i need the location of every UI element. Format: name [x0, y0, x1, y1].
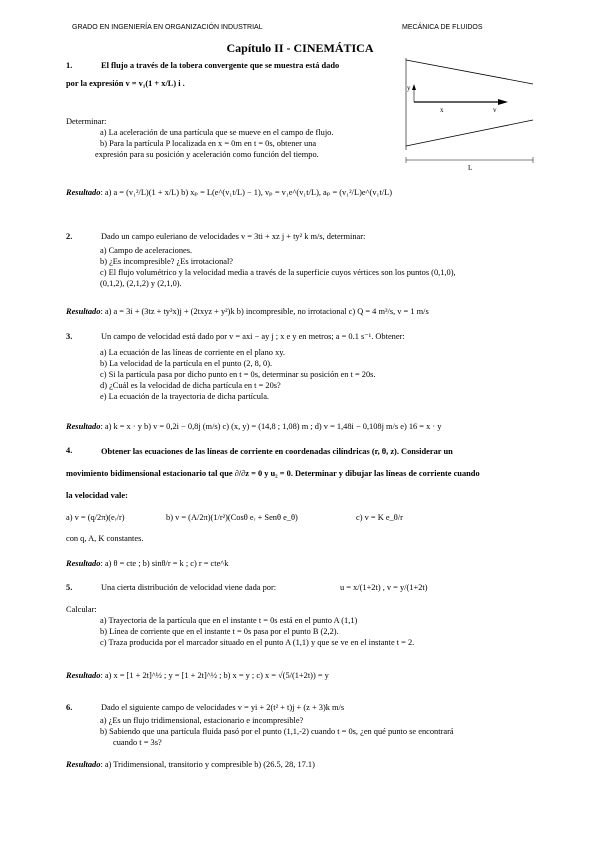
problem-1-items — [95, 127, 334, 160]
fig-x-label: x — [440, 106, 444, 114]
list-item: b) Para la partícula P localizada en x = 0m en t = 0s, obtener una — [100, 139, 317, 148]
list-item: cuando t = 3s? — [113, 738, 162, 747]
problem-4-statement: Obtener las ecuaciones de las líneas de corriente en coordenadas cilíndricas (r, θ, z). Considerar un — [101, 447, 453, 456]
header-subject: MECÁNICA DE FLUIDOS — [402, 24, 483, 31]
problem-1-statement: El flujo a través de la tobera convergente que se muestra está dado — [101, 61, 340, 70]
problem-1-determine: Determinar: — [66, 117, 107, 126]
list-item: b) ¿Es incompresible? ¿Es irrotacional? — [100, 257, 234, 266]
problem-5-number: 5. — [66, 583, 73, 592]
problem-1-number: 1. — [66, 61, 73, 70]
problem-4-number: 4. — [66, 446, 73, 455]
problem-6-result: Resultado: a) Tridimensional, transitorio y compresible b) (26.5, 28, 17.1) — [66, 760, 315, 769]
problem-5-items — [100, 615, 414, 648]
problem-4-statement-2: movimiento bidimensional estacionario tal que ∂/∂z = 0 y u₂ = 0. Determinar y dibujar las líneas de corriente cuando — [66, 469, 480, 478]
problem-3-number: 3. — [66, 332, 73, 341]
header-course: GRADO EN INGENIERÍA EN ORGANIZACIÓN INDUSTRIAL — [72, 24, 263, 31]
problem-4-note: con q, A, K constantes. — [66, 534, 144, 543]
list-item: e) La ecuación de la trayectoria de dicha partícula. — [100, 392, 270, 401]
problem-4-option-b: b) v = (A/2π)(1/r²)(Cosθ eᵣ + Senθ e_θ) — [166, 513, 298, 522]
problem-4-statement-3: la velocidad vale: — [66, 491, 128, 500]
list-item: a) Trayectoria de la partícula que en el instante t = 0s está en el punto A (1,1) — [100, 616, 358, 625]
problem-3-statement: Un campo de velocidad está dado por v = axi − ay j ; x e y en metros; a = 0.1 s⁻¹. Obtener: — [101, 332, 405, 341]
list-item: b) La velocidad de la partícula en el punto (2, 8, 0). — [100, 359, 273, 368]
problem-5-formula: u = x/(1+2t) , v = y/(1+2t) — [340, 583, 428, 592]
list-item: c) El flujo volumétrico y la velocidad media a través de la superficie cuyos vértices son los puntos (0,1,0), — [100, 268, 456, 277]
problem-3-items — [100, 347, 376, 402]
list-item: c) Si la partícula pasa por dicho punto en t = 0s, determinar su posición en t = 20s. — [100, 370, 376, 379]
problem-5-result: Resultado: a) x = [1 + 2t]^½ ; y = [1 + 2t]^½ ; b) x = y ; c) x = √(5/(1+2t)) = y — [66, 671, 329, 680]
problem-6-items — [100, 715, 454, 748]
problem-5-calc: Calcular: — [66, 605, 97, 614]
problem-5-statement: Una cierta distribución de velocidad viene dada por: — [101, 583, 277, 592]
problem-6-number: 6. — [66, 703, 73, 712]
list-item: a) Campo de aceleraciones. — [100, 246, 193, 255]
problem-1-result: Resultado: a) a = (v₁²/L)(1 + x/L) b) xₚ = L(e^(v₁t/L) − 1), vₚ = v₁e^(v₁t/L), aₚ = (v₁²/L)e^(v₁t/L) — [66, 188, 392, 197]
problem-6-statement: Dado el siguiente campo de velocidades v = yi + 2(t² + t)j + (z + 3)k m/s — [101, 703, 345, 712]
problem-3-result: Resultado: a) k = x · y b) v = 0,2i − 0,8j (m/s) c) (x, y) = (14,8 ; 1,08) m ; d) v = 1,48i − 0,108j m/s e) 16 = x · y — [66, 422, 442, 431]
list-item: (0,1,2), (2,1,2) y (2,1,0). — [100, 279, 182, 288]
list-item: b) Línea de corriente que en el instante t = 0s pasa por el punto B (2,2). — [100, 627, 339, 636]
fig-y-label: y — [407, 84, 411, 92]
fig-L-label: L — [468, 164, 473, 172]
page-title: Capítulo II - CINEMÁTICA — [226, 41, 374, 55]
problem-4-option-a: a) v = (q/2π)(eᵣ/r) — [66, 513, 125, 522]
nozzle-figure — [398, 58, 538, 174]
problem-2-number: 2. — [66, 232, 73, 241]
list-item: expresión para su posición y aceleración como función del tiempo. — [95, 150, 319, 159]
problem-4-option-c: c) v = K e_θ/r — [356, 513, 403, 522]
problem-2-items — [100, 245, 456, 289]
list-item: a) La ecuación de las líneas de corriente en el plano xy. — [100, 348, 286, 357]
list-item: a) La aceleración de una partícula que se mueve en el campo de flujo. — [100, 128, 334, 137]
list-item: b) Sabiendo que una partícula fluida pasó por el punto (1,1,-2) cuando t = 0s, ¿en qué punto se encontrará — [100, 727, 454, 736]
problem-2-statement: Dado un campo euleriano de velocidades v = 3ti + xz j + ty² k m/s, determinar: — [101, 232, 366, 241]
problem-2-result: Resultado: a) a = 3i + (3tz + ty²x)j + (2txyz + y²)k b) incompresible, no irrotacional c) Q = 4 m³/s, v = 1 m/s — [66, 307, 429, 316]
list-item: c) Traza producida por el marcador situado en el punto A (1,1) y que se ve en el instante t = 2. — [100, 638, 415, 647]
problem-1-statement-2: por la expresión v = v₁(1 + x/L) i . — [66, 79, 185, 88]
fig-v-label: v — [493, 106, 497, 114]
problem-4-result: Resultado: a) θ = cte ; b) sinθ/r = k ; c) r = cte^k — [66, 559, 229, 568]
list-item: d) ¿Cuál es la velocidad de dicha partícula en t = 20s? — [100, 381, 281, 390]
list-item: a) ¿Es un flujo tridimensional, estacionario e incompresible? — [100, 716, 304, 725]
